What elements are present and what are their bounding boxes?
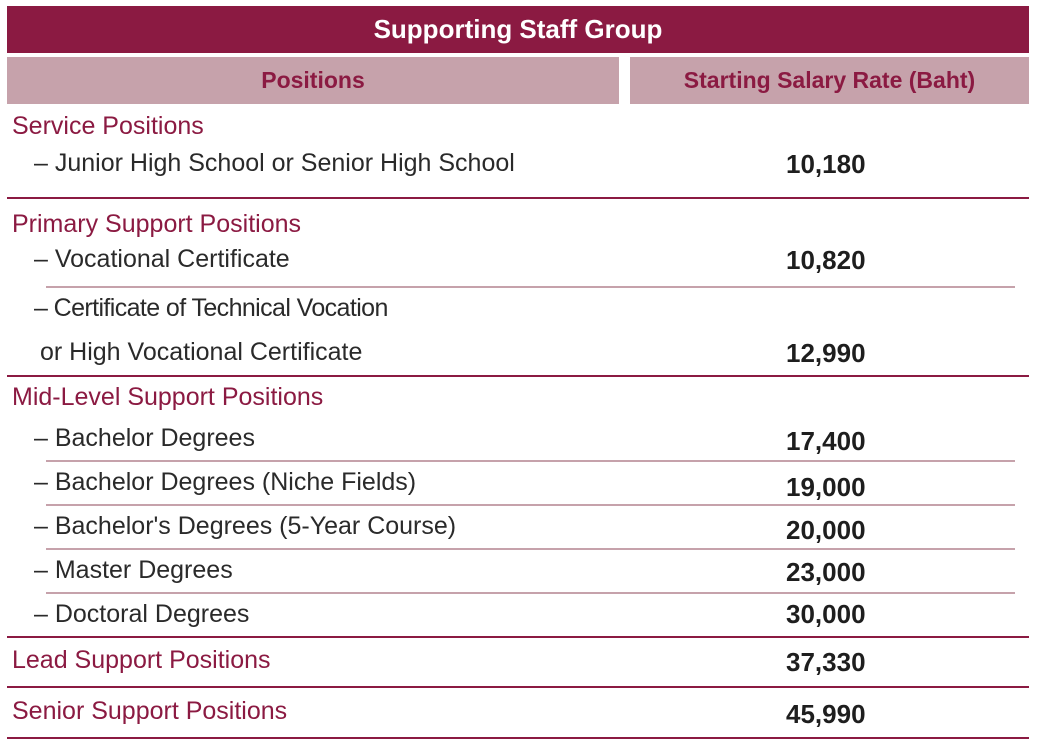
list-item-salary: 19,000 (786, 472, 866, 502)
item-divider (46, 548, 1015, 550)
list-item-salary: 23,000 (786, 557, 866, 587)
group-divider (7, 375, 1029, 377)
group-salary: 45,990 (786, 699, 866, 729)
header-salary: Starting Salary Rate (Baht) (630, 57, 1029, 104)
list-item-label: – Master Degrees (34, 556, 233, 584)
group-primary-support: Primary Support Positions (12, 210, 302, 238)
item-divider (46, 592, 1015, 594)
list-item-salary: 12,990 (786, 338, 866, 368)
item-divider (46, 504, 1015, 506)
list-item-salary: 17,400 (786, 426, 866, 456)
list-item-label: – Doctoral Degrees (34, 600, 250, 628)
list-item-label: – Bachelor Degrees (Niche Fields) (34, 468, 417, 496)
group-salary: 37,330 (786, 647, 866, 677)
list-item-label: – Junior High School or Senior High School (34, 149, 515, 177)
header-positions: Positions (7, 57, 619, 104)
list-item-salary: 30,000 (786, 599, 866, 629)
list-item-label: – Bachelor Degrees (34, 424, 255, 452)
group-mid-level-support: Mid-Level Support Positions (12, 383, 324, 411)
group-service-positions: Service Positions (12, 112, 204, 140)
group-divider (7, 636, 1029, 638)
table-title: Supporting Staff Group (7, 6, 1029, 53)
group-divider (7, 197, 1029, 199)
list-item-salary: 20,000 (786, 515, 866, 545)
list-item-label-line2: or High Vocational Certificate (40, 338, 363, 366)
group-senior-support: Senior Support Positions (12, 697, 288, 725)
list-item-salary: 10,180 (786, 149, 866, 179)
list-item-salary: 10,820 (786, 245, 866, 275)
list-item-label: – Bachelor's Degrees (5-Year Course) (34, 512, 457, 540)
item-divider (46, 460, 1015, 462)
list-item-label: – Vocational Certificate (34, 245, 290, 273)
group-lead-support: Lead Support Positions (12, 646, 271, 674)
list-item-label: – Certificate of Technical Vocation (34, 294, 388, 322)
group-divider (7, 686, 1029, 688)
item-divider (46, 286, 1015, 288)
table-bottom-border (7, 737, 1029, 739)
